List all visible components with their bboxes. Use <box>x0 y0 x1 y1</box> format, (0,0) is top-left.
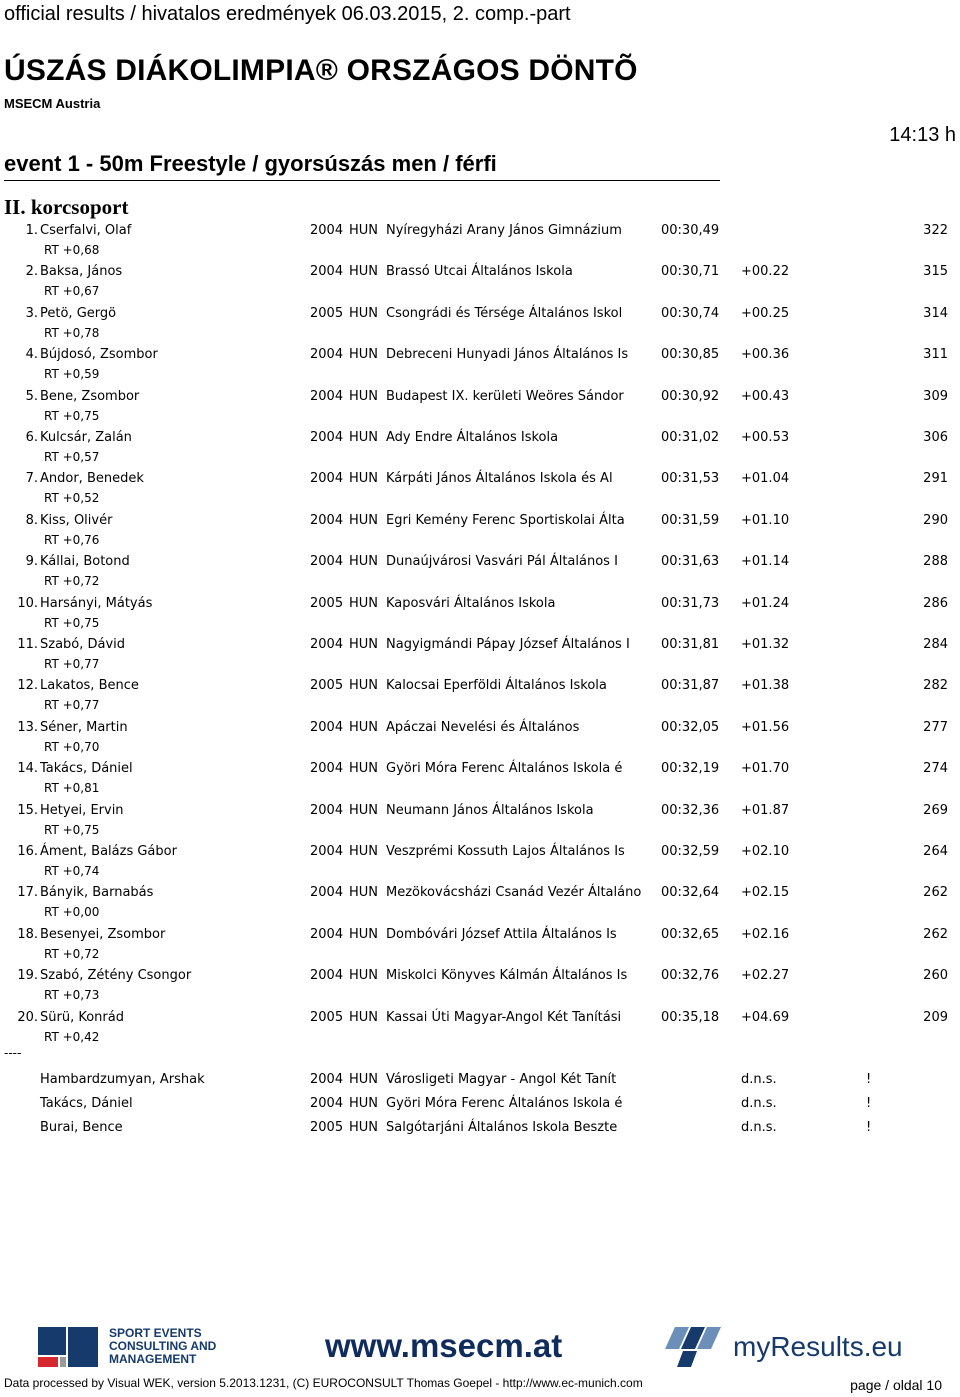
fina-points: 277 <box>923 720 948 735</box>
result-row <box>0 635 960 655</box>
sport-events-logo <box>38 1327 248 1367</box>
result-rank: 2. <box>25 264 38 279</box>
nation: HUN <box>349 1072 379 1087</box>
result-row <box>0 552 960 572</box>
swimmer-name: Petö, Gergö <box>40 306 117 321</box>
birth-year: 2004 <box>310 803 344 818</box>
swimmer-name: Kiss, Olivér <box>40 513 113 528</box>
time-behind: +01.10 <box>741 513 790 528</box>
result-row <box>0 511 960 531</box>
nation: HUN <box>349 885 379 900</box>
result-row <box>0 718 960 738</box>
result-row <box>0 262 960 282</box>
swimmer-name: Kulcsár, Zalán <box>40 430 132 445</box>
nation: HUN <box>349 761 379 776</box>
dns-row <box>0 1070 960 1090</box>
reaction-time: RT +0,67 <box>44 284 100 298</box>
result-rank: 20. <box>17 1010 38 1025</box>
swimmer-name: Hambardzumyan, Arshak <box>40 1072 205 1087</box>
time-behind: +00.36 <box>741 347 790 362</box>
separator-dashes: ---- <box>4 1046 22 1060</box>
result-rank: 14. <box>17 761 38 776</box>
club-name: Apáczai Nevelési és Általános <box>386 720 580 735</box>
birth-year: 2004 <box>310 471 344 486</box>
result-row <box>0 304 960 324</box>
club-name: Kassai Úti Magyar-Angol Két Tanítási <box>386 1010 622 1025</box>
reaction-time: RT +0,70 <box>44 740 100 754</box>
club-name: Nagyigmándi Pápay József Általános I <box>386 637 630 652</box>
swimmer-name: Cserfalvi, Olaf <box>40 223 132 238</box>
logo-line-3: MANAGEMENT <box>109 1352 197 1366</box>
swim-time: 00:30,92 <box>661 389 720 404</box>
swimmer-name: Besenyei, Zsombor <box>40 927 166 942</box>
dns-status: d.n.s. <box>741 1072 777 1087</box>
time-behind: +02.10 <box>741 844 790 859</box>
birth-year: 2004 <box>310 927 344 942</box>
result-rank: 7. <box>25 471 38 486</box>
result-rank: 10. <box>17 596 38 611</box>
result-row <box>0 1008 960 1028</box>
reaction-time: RT +0,81 <box>44 781 100 795</box>
fina-points: 306 <box>923 430 948 445</box>
result-row <box>0 594 960 614</box>
sport-events-logo-mark <box>38 1327 104 1367</box>
swimmer-name: Séner, Martin <box>40 720 128 735</box>
result-rank: 8. <box>25 513 38 528</box>
club-name: Nyíregyházi Arany János Gimnázium <box>386 223 622 238</box>
club-name: Miskolci Könyves Kálmán Általános Is <box>386 968 628 983</box>
swim-time: 00:32,65 <box>661 927 720 942</box>
swim-time: 00:31,63 <box>661 554 720 569</box>
reaction-time: RT +0,77 <box>44 698 100 712</box>
age-group-heading: II. korcsoport <box>4 195 129 219</box>
result-rank: 19. <box>17 968 38 983</box>
competition-title: ÚSZÁS DIÁKOLIMPIA® ORSZÁGOS DÖNTÕ <box>4 54 638 87</box>
club-name: Dunaújvárosi Vasvári Pál Általános I <box>386 554 618 569</box>
reaction-time: RT +0,78 <box>44 326 100 340</box>
nation: HUN <box>349 720 379 735</box>
result-rank: 4. <box>25 347 38 362</box>
club-name: Csongrádi és Térsége Általános Iskol <box>386 306 623 321</box>
swimmer-name: Baksa, János <box>40 264 123 279</box>
club-name: Mezökovácsházi Csanád Vezér Általáno <box>386 885 642 900</box>
birth-year: 2005 <box>310 1120 344 1135</box>
fina-points: 290 <box>923 513 948 528</box>
dns-mark: ! <box>866 1120 872 1135</box>
result-row <box>0 842 960 862</box>
result-rank: 6. <box>25 430 38 445</box>
result-rank: 17. <box>17 885 38 900</box>
club-name: Városligeti Magyar - Angol Két Tanít <box>386 1072 617 1087</box>
time-behind: +01.87 <box>741 803 790 818</box>
birth-year: 2004 <box>310 513 344 528</box>
nation: HUN <box>349 1010 379 1025</box>
nation: HUN <box>349 347 379 362</box>
birth-year: 2004 <box>310 885 344 900</box>
club-name: Ady Endre Általános Iskola <box>386 430 559 445</box>
club-name: Györi Móra Ferenc Általános Iskola é <box>386 761 623 776</box>
swimmer-name: Takács, Dániel <box>40 761 133 776</box>
time-behind: +01.38 <box>741 678 790 693</box>
swimmer-name: Bújdosó, Zsombor <box>40 347 158 362</box>
nation: HUN <box>349 637 379 652</box>
nation: HUN <box>349 554 379 569</box>
myresults-logo <box>665 1327 903 1367</box>
result-row <box>0 345 960 365</box>
result-row <box>0 221 960 241</box>
logo-line-2: CONSULTING AND <box>109 1339 217 1353</box>
fina-points: 264 <box>923 844 948 859</box>
reaction-time: RT +0,68 <box>44 243 100 257</box>
fina-points: 282 <box>923 678 948 693</box>
dns-row <box>0 1118 960 1138</box>
swim-time: 00:31,73 <box>661 596 720 611</box>
fina-points: 309 <box>923 389 948 404</box>
swim-time: 00:32,19 <box>661 761 720 776</box>
club-name: Salgótarjáni Általános Iskola Beszte <box>386 1120 618 1135</box>
result-rank: 9. <box>25 554 38 569</box>
reaction-time: RT +0,75 <box>44 823 100 837</box>
fina-points: 288 <box>923 554 948 569</box>
dns-mark: ! <box>866 1096 872 1111</box>
nation: HUN <box>349 968 379 983</box>
birth-year: 2004 <box>310 1096 344 1111</box>
swimmer-name: Kállai, Botond <box>40 554 130 569</box>
swimmer-name: Bene, Zsombor <box>40 389 140 404</box>
swimmer-name: Szabó, Zétény Csongor <box>40 968 192 983</box>
reaction-time: RT +0,00 <box>44 905 100 919</box>
club-name: Veszprémi Kossuth Lajos Általános Is <box>386 844 625 859</box>
time-behind: +00.25 <box>741 306 790 321</box>
fina-points: 314 <box>923 306 948 321</box>
nation: HUN <box>349 1120 379 1135</box>
club-name: Egri Kemény Ferenc Sportiskolai Álta <box>386 513 625 528</box>
club-name: Györi Móra Ferenc Általános Iskola é <box>386 1096 623 1111</box>
result-row <box>0 759 960 779</box>
result-row <box>0 966 960 986</box>
birth-year: 2004 <box>310 1072 344 1087</box>
page-number: page / oldal 10 <box>850 1377 942 1393</box>
swim-time: 00:31,02 <box>661 430 720 445</box>
swim-time: 00:30,85 <box>661 347 720 362</box>
reaction-time: RT +0,59 <box>44 367 100 381</box>
birth-year: 2004 <box>310 761 344 776</box>
result-row <box>0 801 960 821</box>
swimmer-name: Lakatos, Bence <box>40 678 139 693</box>
swim-time: 00:30,49 <box>661 223 720 238</box>
reaction-time: RT +0,42 <box>44 1030 100 1044</box>
birth-year: 2005 <box>310 1010 344 1025</box>
nation: HUN <box>349 1096 379 1111</box>
time-behind: +01.04 <box>741 471 790 486</box>
birth-year: 2004 <box>310 637 344 652</box>
reaction-time: RT +0,72 <box>44 947 100 961</box>
nation: HUN <box>349 927 379 942</box>
club-name: Budapest IX. kerületi Weöres Sándor <box>386 389 624 404</box>
club-name: Kaposvári Általános Iskola <box>386 596 556 611</box>
result-rank: 11. <box>17 637 38 652</box>
fina-points: 322 <box>923 223 948 238</box>
event-title: event 1 - 50m Freestyle / gyorsúszás men / férfi <box>4 151 497 176</box>
nation: HUN <box>349 678 379 693</box>
nation: HUN <box>349 471 379 486</box>
fina-points: 291 <box>923 471 948 486</box>
fina-points: 284 <box>923 637 948 652</box>
result-rank: 12. <box>17 678 38 693</box>
fina-points: 315 <box>923 264 948 279</box>
time-behind: +02.15 <box>741 885 790 900</box>
nation: HUN <box>349 430 379 445</box>
birth-year: 2004 <box>310 223 344 238</box>
swim-time: 00:32,36 <box>661 803 720 818</box>
swim-time: 00:32,76 <box>661 968 720 983</box>
club-name: Kalocsai Eperföldi Általános Iskola <box>386 678 607 693</box>
nation: HUN <box>349 389 379 404</box>
birth-year: 2005 <box>310 678 344 693</box>
swim-time: 00:32,05 <box>661 720 720 735</box>
fina-points: 262 <box>923 885 948 900</box>
swim-time: 00:31,53 <box>661 471 720 486</box>
fina-points: 286 <box>923 596 948 611</box>
swim-time: 00:31,59 <box>661 513 720 528</box>
data-processed-by: Data processed by Visual WEK, version 5.2013.1231, (C) EUROCONSULT Thomas Goepel - http://www.ec-munich.com <box>4 1376 643 1390</box>
time-behind: +01.70 <box>741 761 790 776</box>
fina-points: 262 <box>923 927 948 942</box>
birth-year: 2004 <box>310 844 344 859</box>
swimmer-name: Hetyei, Ervin <box>40 803 124 818</box>
reaction-time: RT +0,75 <box>44 409 100 423</box>
birth-year: 2004 <box>310 389 344 404</box>
nation: HUN <box>349 223 379 238</box>
swimmer-name: Áment, Balázs Gábor <box>40 844 177 859</box>
website-link[interactable]: www.msecm.at <box>325 1327 563 1364</box>
swim-time: 00:35,18 <box>661 1010 720 1025</box>
result-rank: 16. <box>17 844 38 859</box>
time-behind: +01.32 <box>741 637 790 652</box>
birth-year: 2004 <box>310 968 344 983</box>
time-behind: +02.27 <box>741 968 790 983</box>
club-name: Brassó Utcai Általános Iskola <box>386 264 573 279</box>
nation: HUN <box>349 264 379 279</box>
result-row <box>0 883 960 903</box>
dns-mark: ! <box>866 1072 872 1087</box>
time-behind: +01.24 <box>741 596 790 611</box>
result-rank: 1. <box>25 223 38 238</box>
swim-time: 00:32,64 <box>661 885 720 900</box>
result-rank: 13. <box>17 720 38 735</box>
swimmer-name: Harsányi, Mátyás <box>40 596 153 611</box>
time-behind: +02.16 <box>741 927 790 942</box>
birth-year: 2004 <box>310 554 344 569</box>
time-behind: +01.56 <box>741 720 790 735</box>
reaction-time: RT +0,73 <box>44 988 100 1002</box>
fina-points: 209 <box>923 1010 948 1025</box>
reaction-time: RT +0,52 <box>44 491 100 505</box>
time-behind: +01.14 <box>741 554 790 569</box>
swimmer-name: Sürü, Konrád <box>40 1010 124 1025</box>
result-row <box>0 676 960 696</box>
birth-year: 2004 <box>310 264 344 279</box>
nation: HUN <box>349 596 379 611</box>
club-name: Kárpáti János Általános Iskola és Al <box>386 471 613 486</box>
result-rank: 15. <box>17 803 38 818</box>
result-rank: 18. <box>17 927 38 942</box>
club-name: Debreceni Hunyadi János Általános Is <box>386 347 629 362</box>
swim-time: 00:31,87 <box>661 678 720 693</box>
birth-year: 2005 <box>310 306 344 321</box>
nation: HUN <box>349 803 379 818</box>
result-rank: 5. <box>25 389 38 404</box>
nation: HUN <box>349 513 379 528</box>
event-underline <box>4 180 720 181</box>
result-row <box>0 925 960 945</box>
time-behind: +04.69 <box>741 1010 790 1025</box>
swimmer-name: Burai, Bence <box>40 1120 123 1135</box>
time-behind: +00.43 <box>741 389 790 404</box>
myresults-logo-text: myResults.eu <box>733 1331 903 1362</box>
logo-line-1: SPORT EVENTS <box>109 1326 202 1340</box>
swimmer-name: Szabó, Dávid <box>40 637 126 652</box>
reaction-time: RT +0,76 <box>44 533 100 547</box>
swimmer-name: Takács, Dániel <box>40 1096 133 1111</box>
birth-year: 2005 <box>310 596 344 611</box>
dns-status: d.n.s. <box>741 1096 777 1111</box>
swimmer-name: Bányik, Barnabás <box>40 885 154 900</box>
result-row <box>0 387 960 407</box>
swim-time: 00:31,81 <box>661 637 720 652</box>
fina-points: 260 <box>923 968 948 983</box>
birth-year: 2004 <box>310 430 344 445</box>
myresults-logo-mark <box>665 1327 727 1367</box>
result-row <box>0 469 960 489</box>
reaction-time: RT +0,72 <box>44 574 100 588</box>
birth-year: 2004 <box>310 720 344 735</box>
dns-status: d.n.s. <box>741 1120 777 1135</box>
results-header-top-line: official results / hivatalos eredmények 06.03.2015, 2. comp.-part <box>4 3 571 25</box>
fina-points: 311 <box>923 347 948 362</box>
nation: HUN <box>349 844 379 859</box>
nation: HUN <box>349 306 379 321</box>
reaction-time: RT +0,57 <box>44 450 100 464</box>
swim-time: 00:30,71 <box>661 264 720 279</box>
reaction-time: RT +0,75 <box>44 616 100 630</box>
reaction-time: RT +0,77 <box>44 657 100 671</box>
swim-time: 00:32,59 <box>661 844 720 859</box>
fina-points: 269 <box>923 803 948 818</box>
result-row <box>0 428 960 448</box>
time-behind: +00.22 <box>741 264 790 279</box>
dns-row <box>0 1094 960 1114</box>
time-behind: +00.53 <box>741 430 790 445</box>
club-name: Neumann János Általános Iskola <box>386 803 594 818</box>
reaction-time: RT +0,74 <box>44 864 100 878</box>
swimmer-name: Andor, Benedek <box>40 471 144 486</box>
birth-year: 2004 <box>310 347 344 362</box>
organizer: MSECM Austria <box>4 96 101 111</box>
result-rank: 3. <box>25 306 38 321</box>
fina-points: 274 <box>923 761 948 776</box>
swim-time: 00:30,74 <box>661 306 720 321</box>
report-time: 14:13 h <box>889 124 956 146</box>
club-name: Dombóvári József Attila Általános Is <box>386 927 617 942</box>
